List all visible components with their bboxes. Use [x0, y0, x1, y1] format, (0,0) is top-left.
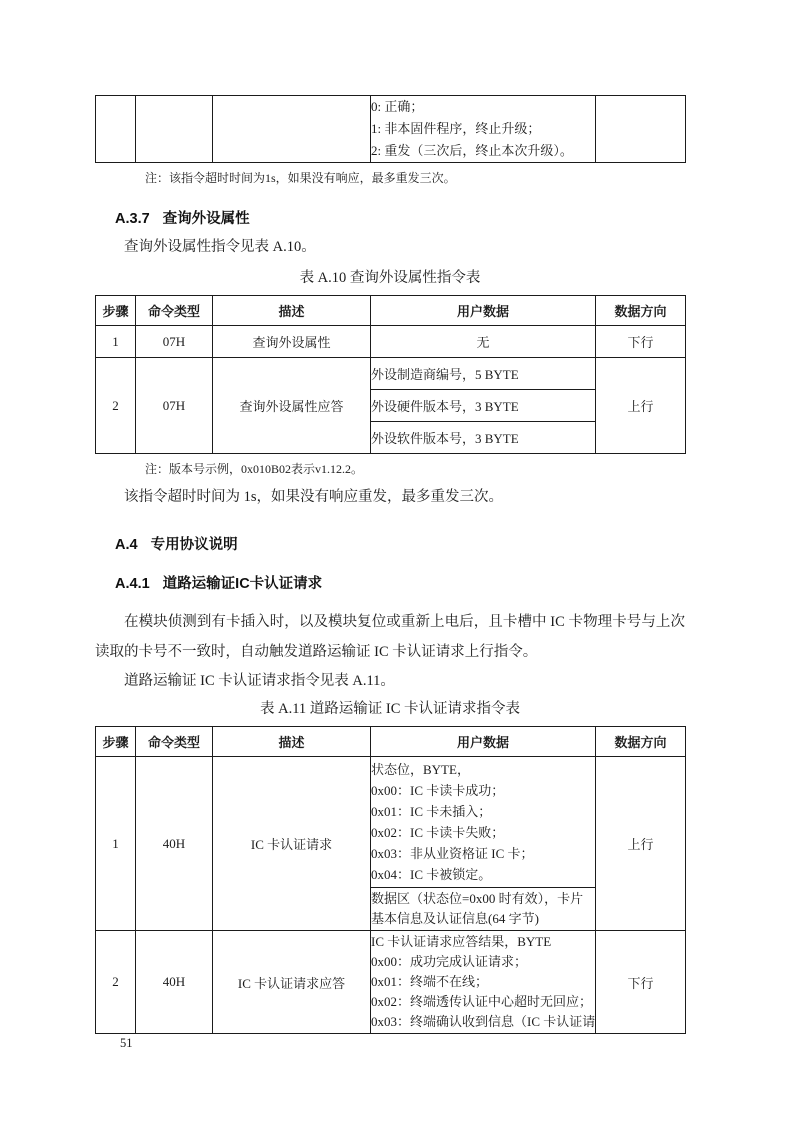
user-data-line: 0x00：IC 卡读卡成功；	[371, 783, 505, 798]
column-header: 命令类型	[136, 296, 213, 326]
step-cell: 1	[96, 326, 136, 358]
user-data-line: 1: 非本固件程序，终止升级；	[371, 121, 541, 136]
column-header: 步骤	[96, 727, 136, 757]
desc-cell: IC 卡认证请求	[213, 757, 371, 931]
table-row	[96, 358, 686, 390]
section-number: A.4	[115, 537, 138, 553]
cmd-cell: 07H	[136, 358, 213, 454]
table-a11	[95, 726, 686, 1034]
step-cell: 1	[96, 757, 136, 931]
section-number: A.4.1	[115, 576, 150, 592]
user-data-cell: 数据区（状态位=0x00 时有效），卡片基本信息及认证信息(64 字节)	[371, 888, 596, 931]
user-data-line: 0x01：终端不在线；	[371, 974, 489, 989]
user-data-line: 0x03：终端确认收到信息（IC 卡认证请	[371, 1014, 596, 1029]
direction-cell: 上行	[596, 358, 686, 454]
column-header: 数据方向	[596, 727, 686, 757]
section-heading-a37	[115, 209, 685, 229]
cmd-cell: 07H	[136, 326, 213, 358]
paragraph-a41-ref: 道路运输证 IC 卡认证请求指令见表 A.11。	[124, 673, 395, 689]
section-title: 道路运输证IC卡认证请求	[162, 576, 323, 592]
step-cell: 2	[96, 931, 136, 1034]
section-heading-a4	[115, 535, 685, 555]
empty-cell	[213, 96, 371, 163]
user-data-cell: 无	[371, 326, 596, 358]
paragraph-a41-body: 在模块侦测到有卡插入时，以及模块复位或重新上电后，且卡槽中 IC 卡物理卡号与上次读取的卡号不一致时，自动触发道路运输证 IC 卡认证请求上行指令。	[95, 614, 685, 660]
user-data-cell	[371, 757, 596, 888]
table-a10	[95, 295, 686, 454]
user-data-cell	[371, 96, 596, 163]
user-data-cell: 外设硬件版本号，3 BYTE	[371, 390, 596, 422]
desc-cell: 查询外设属性	[213, 326, 371, 358]
desc-cell: 查询外设属性应答	[213, 358, 371, 454]
direction-cell: 下行	[596, 931, 686, 1034]
section-title: 专用协议说明	[150, 537, 238, 553]
column-header: 数据方向	[596, 296, 686, 326]
page-content	[95, 0, 685, 1034]
direction-cell: 下行	[596, 326, 686, 358]
user-data-line: 0x02：IC 卡读卡失败；	[371, 825, 505, 840]
column-header: 命令类型	[136, 727, 213, 757]
column-header: 步骤	[96, 296, 136, 326]
column-header: 描述	[213, 727, 371, 757]
cmd-cell: 40H	[136, 931, 213, 1034]
step-cell: 2	[96, 358, 136, 454]
user-data-cell	[371, 931, 596, 1034]
section-number: A.3.7	[115, 211, 150, 227]
note-fragment: 注：该指令超时时间为1s，如果没有响应，最多重发三次。	[145, 171, 456, 185]
table-row	[96, 757, 686, 888]
table-row	[96, 96, 686, 163]
user-data-cell: 外设软件版本号，3 BYTE	[371, 422, 596, 454]
empty-cell	[96, 96, 136, 163]
user-data-line: 0x02：终端透传认证中心超时无回应；	[371, 994, 593, 1009]
paragraph-intro-a10: 查询外设属性指令见表 A.10。	[124, 239, 316, 255]
page-number: 51	[120, 1036, 133, 1050]
column-header: 用户数据	[371, 296, 596, 326]
note-a10-continuation: 该指令超时时间为 1s，如果没有响应重发，最多重发三次。	[124, 489, 504, 505]
note-a10: 注：版本号示例，0x010B02表示v1.12.2。	[145, 462, 364, 476]
user-data-line: 0x01：IC 卡未插入；	[371, 804, 492, 819]
user-data-line: 0x00：成功完成认证请求；	[371, 954, 528, 969]
user-data-line: 2: 重发（三次后，终止本次升级）。	[371, 143, 573, 158]
direction-cell: 上行	[596, 757, 686, 931]
empty-cell	[136, 96, 213, 163]
user-data-line: IC 卡认证请求应答结果，BYTE	[371, 934, 552, 949]
table-caption-a11: 表 A.11 道路运输证 IC 卡认证请求指令表	[259, 701, 521, 717]
user-data-line: 状态位，BYTE，	[371, 762, 470, 777]
table-header-row	[96, 296, 686, 326]
user-data-cell: 外设制造商编号，5 BYTE	[371, 358, 596, 390]
column-header: 描述	[213, 296, 371, 326]
table-row	[96, 326, 686, 358]
section-heading-a41	[115, 574, 685, 594]
desc-cell: IC 卡认证请求应答	[213, 931, 371, 1034]
table-row	[96, 931, 686, 1034]
column-header: 用户数据	[371, 727, 596, 757]
user-data-line: 0: 正确；	[371, 99, 424, 114]
cmd-cell: 40H	[136, 757, 213, 931]
table-header-row	[96, 727, 686, 757]
table-fragment	[95, 95, 686, 163]
table-caption-a10: 表 A.10 查询外设属性指令表	[299, 270, 481, 286]
user-data-line: 0x04：IC 卡被锁定。	[371, 867, 492, 882]
user-data-line: 0x03：非从业资格证 IC 卡；	[371, 846, 534, 861]
section-title: 查询外设属性	[162, 211, 250, 227]
empty-cell	[596, 96, 686, 163]
